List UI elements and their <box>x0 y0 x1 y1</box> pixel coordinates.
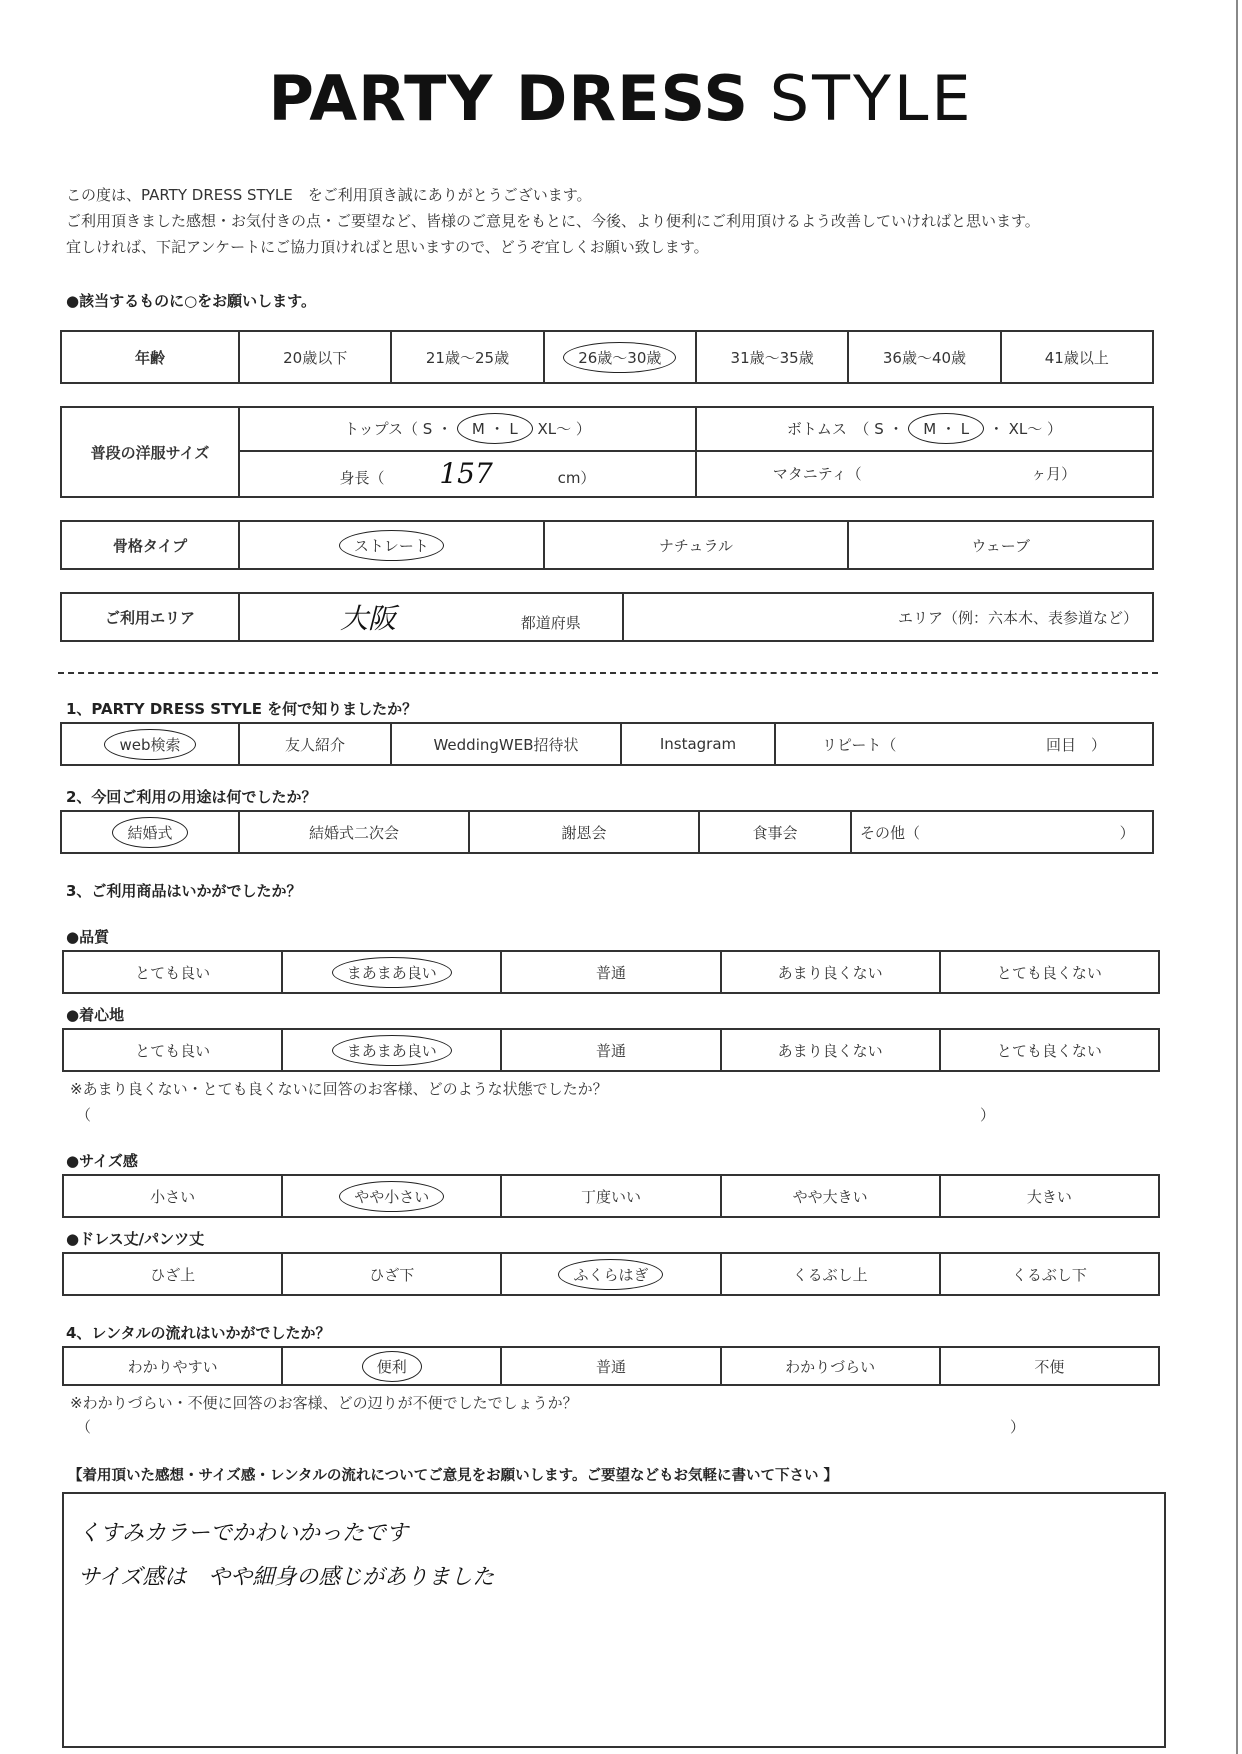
area-label: ご利用エリア <box>61 593 239 641</box>
comment-line: サイズ感は やや細身の感じがありました <box>78 1565 495 1590</box>
comment-heading: 【着用頂いた感想・サイズ感・レンタルの流れについてご意見をお願いします。ご要望などもお気軽に書いて下さい 】 <box>68 1468 838 1484</box>
q4-open-paren: （ <box>76 1418 92 1436</box>
age-table <box>60 330 1154 384</box>
body-type-option[interactable]: ナチュラル <box>544 521 849 569</box>
q3-label: 3、ご利用商品はいかがでしたか？ <box>66 882 302 900</box>
age-option[interactable]: 20歳以下 <box>239 331 391 383</box>
comfort-option[interactable]: とても良い <box>63 1029 282 1071</box>
length-option[interactable]: ひざ上 <box>63 1253 282 1295</box>
body-type-table <box>60 520 1154 570</box>
length-option[interactable]: ひざ下 <box>282 1253 501 1295</box>
age-option[interactable]: 41歳以上 <box>1001 331 1153 383</box>
q2-table <box>60 810 1154 854</box>
q1-label: 1、PARTY DRESS STYLE を何で知りましたか？ <box>66 700 418 718</box>
q2-other[interactable]: その他（ ） <box>851 811 1153 853</box>
age-option-selected[interactable]: 26歳～30歳 <box>544 331 696 383</box>
age-label: 年齢 <box>61 331 239 383</box>
size-feel-label: ●サイズ感 <box>66 1152 138 1170</box>
intro-line: この度は、PARTY DRESS STYLE をご利用頂き誠にありがとうございます。 <box>66 186 592 204</box>
prefecture-value: 大阪 <box>340 602 397 635</box>
intro-text <box>66 182 1040 260</box>
size-label: 普段の洋服サイズ <box>61 407 239 497</box>
q1-option[interactable]: WeddingWEB招待状 <box>391 723 621 765</box>
age-option[interactable]: 36歳～40歳 <box>848 331 1000 383</box>
age-option[interactable]: 31歳～35歳 <box>696 331 848 383</box>
q1-option[interactable]: 友人紹介 <box>239 723 391 765</box>
tops-circled: M ・ L <box>457 413 533 444</box>
size-feel-option[interactable]: 小さい <box>63 1175 282 1217</box>
q1-option-selected[interactable]: web検索 <box>61 723 239 765</box>
title-bold: PARTY DRESS <box>268 62 749 135</box>
q4-label: 4、レンタルの流れはいかがでしたか？ <box>66 1324 331 1342</box>
quality-table <box>62 950 1160 994</box>
q2-option[interactable]: 食事会 <box>699 811 851 853</box>
circle-instruction: ●該当するものに○をお願いします。 <box>66 292 316 310</box>
q4-note: ※わかりづらい・不便に回答のお客様、どの辺りが不便でしたでしょうか？ <box>70 1394 578 1412</box>
comfort-option[interactable]: 普通 <box>501 1029 720 1071</box>
size-feel-option[interactable]: 丁度いい <box>501 1175 720 1217</box>
area-field[interactable]: エリア（例：六本木、表参道など） <box>623 593 1153 641</box>
bottoms-circled: M ・ L <box>908 413 984 444</box>
bottoms-size[interactable]: ボトムス （ S ・ M ・ L ・ XL～ ） <box>696 407 1153 451</box>
q1-table <box>60 722 1154 766</box>
length-option-selected[interactable]: ふくらはぎ <box>501 1253 720 1295</box>
quality-label: ●品質 <box>66 928 110 946</box>
q4-option-selected[interactable]: 便利 <box>282 1347 501 1385</box>
comfort-option[interactable]: あまり良くない <box>721 1029 940 1071</box>
comfort-label: ●着心地 <box>66 1006 125 1024</box>
body-type-label: 骨格タイプ <box>61 521 239 569</box>
intro-line: ご利用頂きました感想・お気付きの点・ご要望など、皆様のご意見をもとに、今後、より便利にご利用頂けるよう改善していければと思います。 <box>66 212 1040 230</box>
q2-option[interactable]: 結婚式二次会 <box>239 811 469 853</box>
age-option[interactable]: 21歳～25歳 <box>391 331 543 383</box>
q4-option[interactable]: 不便 <box>940 1347 1159 1385</box>
intro-line: 宜しければ、下記アンケートにご協力頂ければと思いますので、どうぞ宜しくお願い致します。 <box>66 238 709 256</box>
quality-option[interactable]: とても良くない <box>940 951 1159 993</box>
q4-table <box>62 1346 1160 1386</box>
quality-option[interactable]: あまり良くない <box>721 951 940 993</box>
quality-option[interactable]: 普通 <box>501 951 720 993</box>
scan-edge <box>1236 0 1238 1754</box>
q2-label: 2、今回ご利用の用途は何でしたか？ <box>66 788 317 806</box>
q2-option[interactable]: 謝恩会 <box>469 811 699 853</box>
length-table <box>62 1252 1160 1296</box>
body-type-option-selected[interactable]: ストレート <box>239 521 544 569</box>
size-feel-option-selected[interactable]: やや小さい <box>282 1175 501 1217</box>
quality-option-selected[interactable]: まあまあ良い <box>282 951 501 993</box>
height-field[interactable]: 身長（ 157 cm） <box>239 451 696 497</box>
comfort-close-paren: ） <box>980 1106 996 1124</box>
q4-option[interactable]: 普通 <box>501 1347 720 1385</box>
comfort-option[interactable]: とても良くない <box>940 1029 1159 1071</box>
q1-option[interactable]: Instagram <box>621 723 775 765</box>
length-option[interactable]: くるぶし上 <box>721 1253 940 1295</box>
size-feel-option[interactable]: 大きい <box>940 1175 1159 1217</box>
page-title <box>0 62 1242 135</box>
comfort-table <box>62 1028 1160 1072</box>
size-table <box>60 406 1154 498</box>
length-label: ●ドレス丈/パンツ丈 <box>66 1230 205 1248</box>
size-feel-table <box>62 1174 1160 1218</box>
size-feel-option[interactable]: やや大きい <box>721 1175 940 1217</box>
comfort-option-selected[interactable]: まあまあ良い <box>282 1029 501 1071</box>
q1-repeat[interactable]: リピート（ 回目 ） <box>775 723 1153 765</box>
title-light: STYLE <box>769 62 974 135</box>
quality-option[interactable]: とても良い <box>63 951 282 993</box>
comfort-note: ※あまり良くない・とても良くないに回答のお客様、どのような状態でしたか？ <box>70 1080 608 1098</box>
length-option[interactable]: くるぶし下 <box>940 1253 1159 1295</box>
comfort-open-paren: （ <box>76 1106 92 1124</box>
comment-line: くすみカラーでかわいかったです <box>78 1521 409 1546</box>
body-type-option[interactable]: ウェーブ <box>848 521 1153 569</box>
tops-size[interactable]: トップス（ S ・ M ・ L XL～ ） <box>239 407 696 451</box>
q4-option[interactable]: わかりづらい <box>721 1347 940 1385</box>
maternity-field[interactable]: マタニティ（ ヶ月） <box>696 451 1153 497</box>
divider <box>58 672 1158 674</box>
area-table <box>60 592 1154 642</box>
prefecture-field[interactable]: 大阪 都道府県 <box>239 593 623 641</box>
q4-option[interactable]: わかりやすい <box>63 1347 282 1385</box>
height-value: 157 <box>439 457 493 491</box>
q4-close-paren: ） <box>1010 1418 1026 1436</box>
q2-option-selected[interactable]: 結婚式 <box>61 811 239 853</box>
